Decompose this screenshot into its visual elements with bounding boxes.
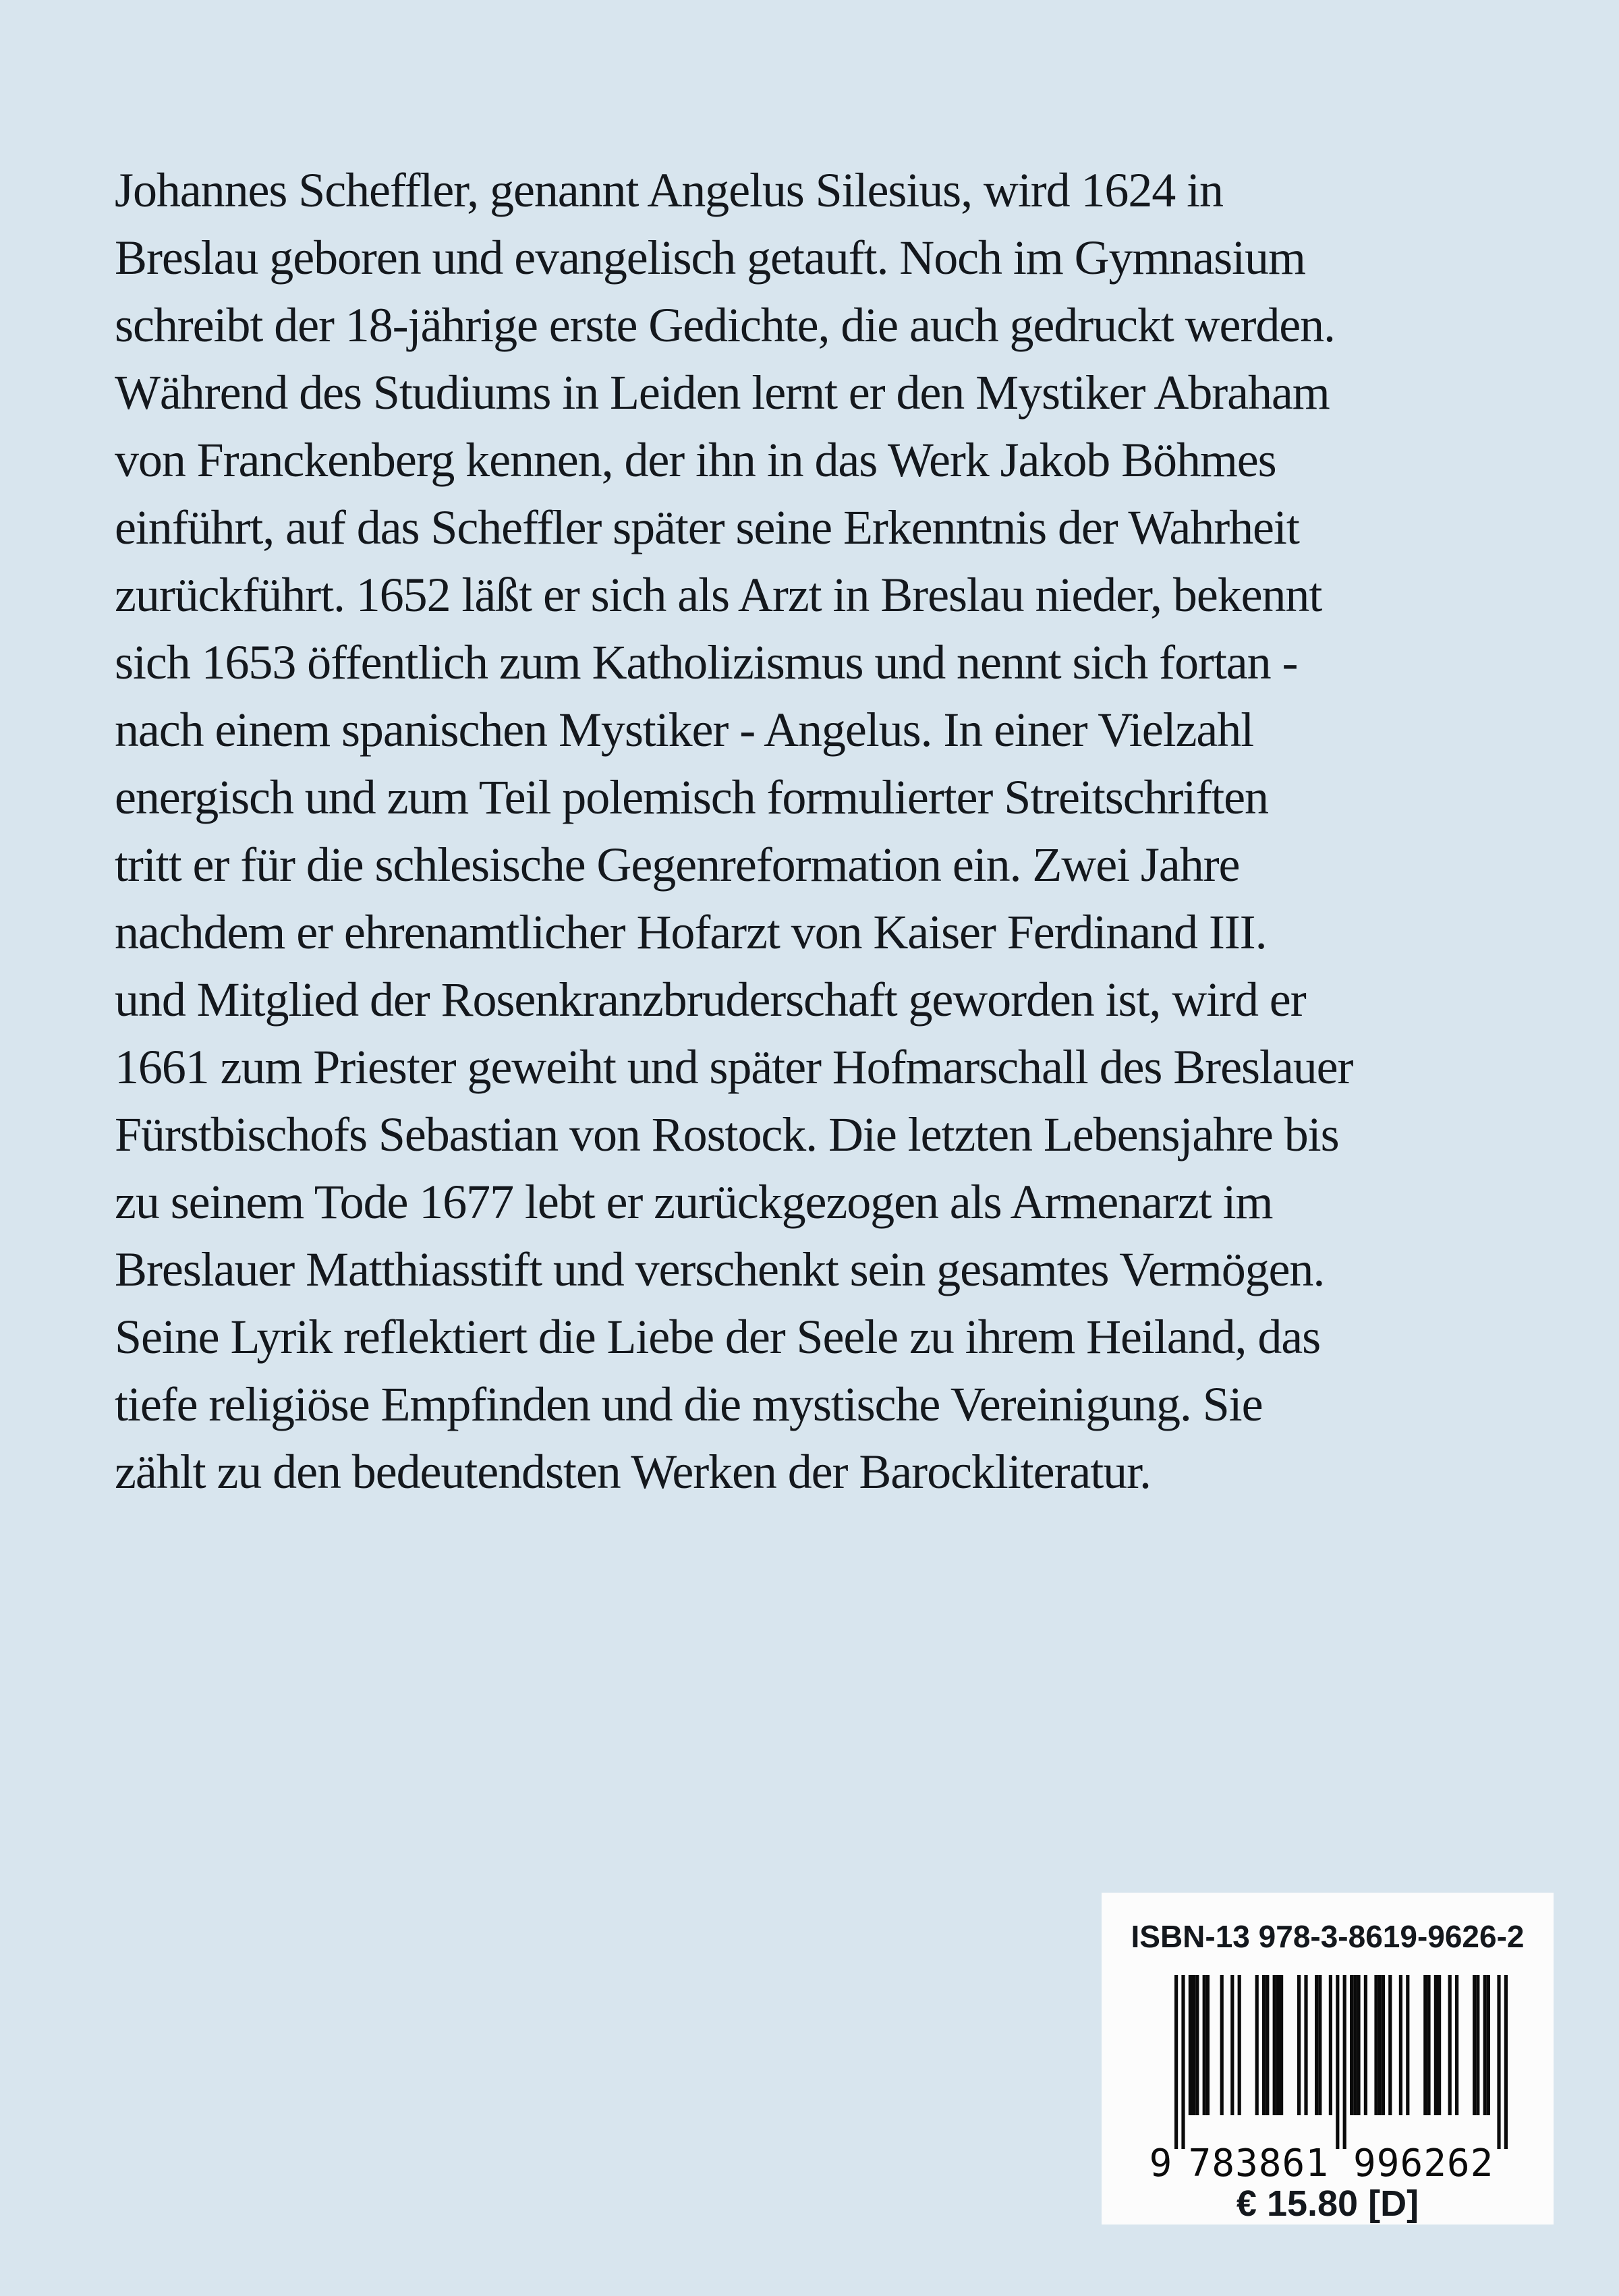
biography-line: zählt zu den bedeutendsten Werken der Barockliteratur. [115, 1445, 1151, 1499]
isbn-price-box [1102, 1893, 1554, 2225]
biography-line: und Mitglied der Rosenkranzbruderschaft geworden ist, wird er [115, 973, 1306, 1027]
biography-line: 1661 zum Priester geweiht und später Hofmarschall des Breslauer [115, 1040, 1353, 1094]
biography-line: Johannes Scheffler, genannt Angelus Silesius, wird 1624 in [115, 163, 1223, 217]
svg-text:9: 9 [1149, 2142, 1173, 2179]
biography-line: sich 1653 öffentlich zum Katholizismus und nennt sich fortan - [115, 635, 1298, 689]
biography-line: zurückführt. 1652 läßt er sich als Arzt in Breslau nieder, bekennt [115, 568, 1322, 622]
biography-text [115, 156, 1525, 1505]
biography-line: Seine Lyrik reflektiert die Liebe der Seele zu ihrem Heiland, das [115, 1310, 1321, 1364]
biography-line: zu seinem Tode 1677 lebt er zurückgezogen als Armenarzt im [115, 1175, 1273, 1229]
isbn-number: ISBN-13 978-3-8619-9626-2 [1131, 1919, 1525, 1954]
ean-barcode [1147, 1975, 1508, 2179]
svg-text:783861: 783861 [1188, 2142, 1329, 2179]
biography-line: nachdem er ehrenamtlicher Hofarzt von Kaiser Ferdinand III. [115, 905, 1267, 959]
biography-line: tiefe religiöse Empfinden und die mystische Vereinigung. Sie [115, 1377, 1263, 1431]
biography-line: energisch und zum Teil polemisch formulierter Streitschriften [115, 770, 1268, 824]
biography-line: Fürstbischofs Sebastian von Rostock. Die letzten Lebensjahre bis [115, 1108, 1339, 1161]
biography-line: Breslau geboren und evangelisch getauft. Noch im Gymnasium [115, 231, 1305, 285]
svg-text:996262: 996262 [1353, 2142, 1494, 2179]
biography-line: schreibt der 18-jährige erste Gedichte, die auch gedruckt werden. [115, 298, 1335, 352]
biography-line: von Franckenberg kennen, der ihn in das Werk Jakob Böhmes [115, 433, 1276, 487]
biography-line: Während des Studiums in Leiden lernt er den Mystiker Abraham [115, 366, 1330, 420]
price-label: € 15.80 [D] [1236, 2183, 1419, 2224]
biography-line: einführt, auf das Scheffler später seine Erkenntnis der Wahrheit [115, 500, 1299, 554]
biography-line: Breslauer Matthiasstift und verschenkt sein gesamtes Vermögen. [115, 1242, 1325, 1296]
biography-line: tritt er für die schlesische Gegenreformation ein. Zwei Jahre [115, 838, 1240, 892]
biography-line: nach einem spanischen Mystiker - Angelus. In einer Vielzahl [115, 703, 1254, 757]
